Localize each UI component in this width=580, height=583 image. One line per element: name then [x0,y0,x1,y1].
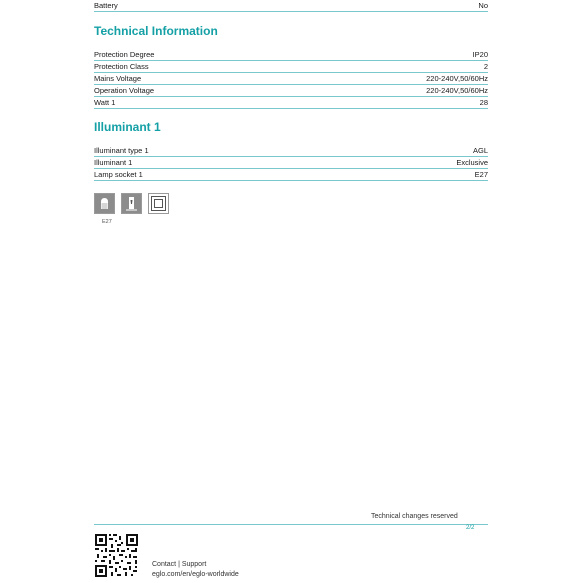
row-value: IP20 [472,50,488,59]
battery-row [94,0,488,12]
row-value: Exclusive [456,158,488,167]
qr-code-icon [94,533,139,578]
indoor-use-icon [121,193,142,214]
table-row [94,157,488,169]
technical-table [94,49,488,109]
row-value: No [478,1,488,10]
row-value: 2 [483,62,488,71]
lamp-bulb-icon [94,193,115,214]
table-row [94,49,488,61]
table-row [94,169,488,181]
contact-support-link[interactable]: Contact | Support [152,561,207,568]
footer-divider [94,524,488,525]
row-label: Illuminant type 1 [94,146,149,155]
row-label: Watt 1 [94,98,116,107]
socket-label: E27 [102,219,112,225]
row-label: Battery [94,1,118,10]
row-label: Protection Degree [94,50,155,59]
row-label: Operation Voltage [94,86,155,95]
table-row [94,97,488,109]
table-row [94,61,488,73]
row-value: 28 [479,98,488,107]
table-row [94,145,488,157]
contact-info [152,560,239,580]
page-number: 2/2 [466,525,475,531]
qr-code[interactable] [94,533,139,578]
row-value: 220-240V,50/60Hz [426,86,488,95]
row-label: Mains Voltage [94,74,142,83]
section-title-illuminant: Illuminant 1 [94,120,161,134]
row-value: 220-240V,50/60Hz [426,74,488,83]
row-value: AGL [472,146,488,155]
technical-changes-note: Technical changes reserved [371,513,458,520]
row-value: E27 [474,170,488,179]
symbol-icons [94,193,169,214]
section-title-technical: Technical Information [94,24,218,38]
row-label: Lamp socket 1 [94,170,143,179]
table-row [94,73,488,85]
illuminant-table [94,145,488,181]
row-label: Illuminant 1 [94,158,133,167]
row-label: Protection Class [94,62,149,71]
worldwide-link[interactable]: eglo.com/en/eglo-worldwide [152,571,239,578]
table-row [94,85,488,97]
protection-class-2-icon [148,193,169,214]
